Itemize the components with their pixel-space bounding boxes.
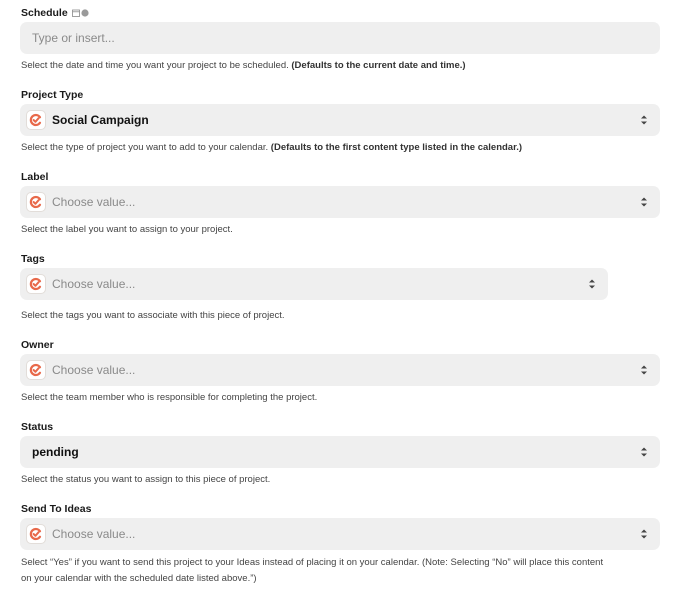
tags-help	[21, 308, 661, 324]
owner-help	[21, 390, 661, 406]
label-help-text: Select the label you want to assign to your project.	[21, 224, 233, 235]
send-to-ideas-label-text: Send To Ideas	[21, 503, 92, 515]
schedule-label-text: Schedule	[21, 7, 68, 19]
send-to-ideas-help-line-1: Select “Yes” if you want to send this project to your Ideas instead of placing it on your calendar. (Note: Selecting “No” will place this content	[21, 557, 604, 568]
project-type-select[interactable]	[20, 104, 660, 136]
tags-help-text: Select the tags you want to associate with this piece of project.	[21, 310, 285, 321]
tags-placeholder: Choose value...	[52, 277, 136, 291]
project-type-label-text: Project Type	[21, 89, 84, 101]
status-label-text: Status	[21, 421, 54, 433]
calendar-icon	[72, 9, 80, 17]
send-to-ideas-label	[21, 503, 91, 515]
status-select[interactable]	[20, 436, 660, 468]
select-chevrons-icon	[640, 446, 648, 458]
label-field-label-text: Label	[21, 171, 49, 183]
label-field-label	[21, 171, 48, 183]
coschedule-app-icon	[26, 192, 46, 212]
project-type-label	[21, 89, 83, 101]
coschedule-app-icon	[26, 524, 46, 544]
send-to-ideas-help	[21, 555, 661, 587]
schedule-label	[21, 7, 89, 19]
coschedule-app-icon	[26, 274, 46, 294]
project-type-help-default: (Defaults to the first content type listed in the calendar.)	[270, 142, 523, 153]
info-icon[interactable]	[81, 9, 89, 17]
select-chevrons-icon	[588, 278, 596, 290]
schedule-input[interactable]	[20, 22, 660, 54]
schedule-placeholder: Type or insert...	[32, 31, 115, 45]
owner-select[interactable]	[20, 354, 660, 386]
send-to-ideas-placeholder: Choose value...	[52, 527, 136, 541]
project-type-help	[21, 140, 661, 156]
send-to-ideas-help-line-2: on your calendar with the scheduled date listed above.”)	[21, 573, 257, 584]
select-chevrons-icon	[640, 196, 648, 208]
project-type-value: Social Campaign	[52, 113, 149, 127]
tags-select[interactable]	[20, 268, 608, 300]
coschedule-app-icon	[26, 360, 46, 380]
coschedule-app-icon	[26, 110, 46, 130]
owner-label	[21, 339, 54, 351]
schedule-help-text: Select the date and time you want your project to be scheduled.	[21, 60, 292, 71]
status-help-text: Select the status you want to assign to this piece of project.	[21, 474, 271, 485]
status-label	[21, 421, 53, 433]
owner-help-text: Select the team member who is responsible for completing the project.	[21, 392, 318, 403]
status-value: pending	[32, 445, 79, 459]
owner-label-text: Owner	[21, 339, 54, 351]
project-type-help-text: Select the type of project you want to add to your calendar.	[21, 142, 271, 153]
schedule-help-default: (Defaults to the current date and time.)	[291, 60, 466, 71]
label-placeholder: Choose value...	[52, 195, 136, 209]
label-select[interactable]	[20, 186, 660, 218]
status-help	[21, 472, 661, 488]
select-chevrons-icon	[640, 528, 648, 540]
select-chevrons-icon	[640, 114, 648, 126]
tags-label-text: Tags	[21, 253, 45, 265]
send-to-ideas-select[interactable]	[20, 518, 660, 550]
schedule-help	[21, 58, 661, 74]
label-help	[21, 222, 661, 238]
select-chevrons-icon	[640, 364, 648, 376]
tags-label	[21, 253, 45, 265]
owner-placeholder: Choose value...	[52, 363, 136, 377]
